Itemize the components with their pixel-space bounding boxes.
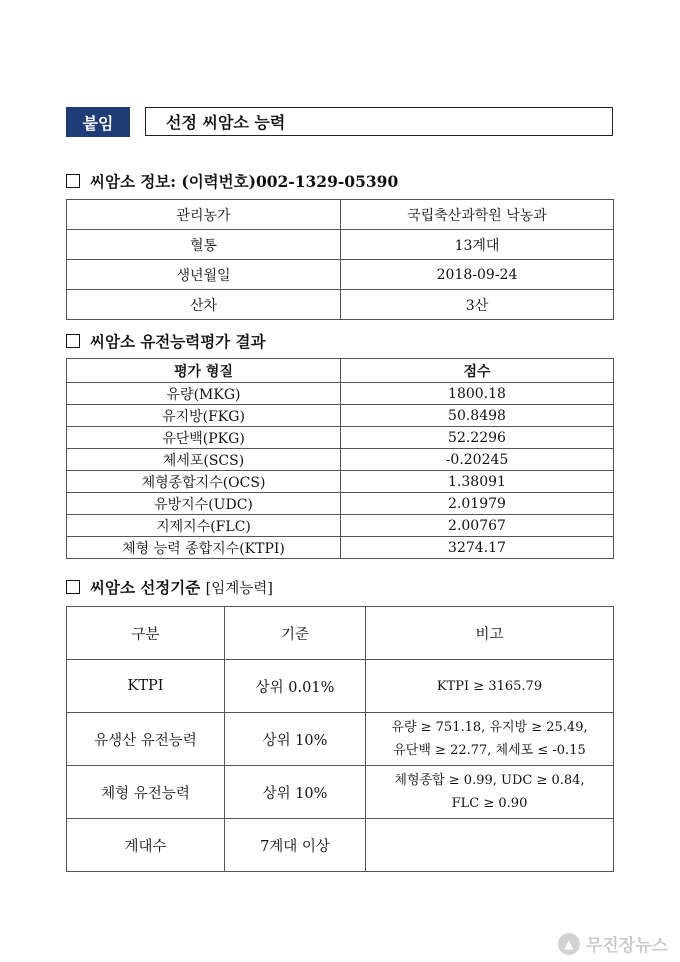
criteria-table [66, 606, 614, 872]
section-heading-info-text: 씨암소 정보: (이력번호)002-1329-05390 [90, 172, 399, 191]
page-title-text: 선정 씨암소 능력 [166, 113, 286, 132]
table-row [67, 660, 614, 713]
table-row [67, 405, 614, 427]
score-cell: 1.38091 [341, 471, 614, 493]
table-row [67, 260, 614, 290]
table-row [67, 493, 614, 515]
table-row [67, 449, 614, 471]
table-row [67, 427, 614, 449]
trait-cell: 지제지수(FLC) [67, 515, 341, 537]
section-heading-criteria-sub: [임계능력] [205, 580, 273, 597]
checkbox-square-icon [66, 334, 80, 348]
score-cell: 50.8498 [341, 405, 614, 427]
criteria-cell: 상위 0.01% [225, 660, 366, 713]
score-cell: -0.20245 [341, 449, 614, 471]
type-cell: 체형 유전능력 [67, 766, 225, 819]
info-value: 2018-09-24 [341, 260, 614, 290]
trait-cell: 체형 능력 종합지수(KTPI) [67, 537, 341, 559]
table-row [67, 230, 614, 260]
trait-cell: 체세포(SCS) [67, 449, 341, 471]
table-row [67, 537, 614, 559]
evaluation-table [66, 358, 614, 559]
info-label: 산차 [67, 290, 341, 320]
table-row [67, 766, 614, 819]
info-label: 관리농가 [67, 200, 341, 230]
table-header-row [67, 607, 614, 660]
watermark-text: 무진장뉴스 [585, 936, 668, 956]
type-cell: KTPI [67, 660, 225, 713]
trait-cell: 체형종합지수(OCS) [67, 471, 341, 493]
col-header-score: 점수 [341, 359, 614, 383]
attachment-tag: 붙임 [66, 107, 130, 137]
table-row [67, 200, 614, 230]
table-row [67, 713, 614, 766]
note-line: KTPI ≥ 3165.79 [436, 678, 543, 694]
mountain-logo-icon: ▲ [558, 933, 580, 955]
trait-cell: 유량(MKG) [67, 383, 341, 405]
type-cell: 유생산 유전능력 [67, 713, 225, 766]
note-cell [366, 713, 614, 766]
section-heading-info [66, 170, 398, 192]
section-heading-eval-text: 씨암소 유전능력평가 결과 [90, 332, 266, 351]
table-row [67, 383, 614, 405]
note-cell [366, 766, 614, 819]
note-cell [366, 819, 614, 872]
section-heading-criteria-text: 씨암소 선정기준 [90, 578, 201, 597]
type-cell: 계대수 [67, 819, 225, 872]
score-cell: 2.01979 [341, 493, 614, 515]
checkbox-square-icon [66, 580, 80, 594]
col-header-trait: 평가 형질 [67, 359, 341, 383]
trait-cell: 유단백(PKG) [67, 427, 341, 449]
score-cell: 1800.18 [341, 383, 614, 405]
table-row [67, 290, 614, 320]
trait-cell: 유방지수(UDC) [67, 493, 341, 515]
info-value: 13계대 [341, 230, 614, 260]
table-header-row [67, 359, 614, 383]
section-heading-eval [66, 330, 266, 352]
info-value: 국립축산과학원 낙농과 [341, 200, 614, 230]
info-value: 3산 [341, 290, 614, 320]
table-row [67, 819, 614, 872]
note-line: 체형종합 ≥ 0.99, UDC ≥ 0.84, [394, 773, 585, 788]
score-cell: 2.00767 [341, 515, 614, 537]
table-row [67, 515, 614, 537]
info-label: 혈통 [67, 230, 341, 260]
note-line: FLC ≥ 0.90 [451, 796, 528, 811]
note-line: 유량 ≥ 751.18, 유지방 ≥ 25.49, [391, 720, 588, 735]
score-cell: 3274.17 [341, 537, 614, 559]
col-header-type: 구분 [67, 607, 225, 660]
col-header-criteria: 기준 [225, 607, 366, 660]
criteria-cell: 상위 10% [225, 713, 366, 766]
cow-info-table [66, 199, 614, 320]
checkbox-square-icon [66, 174, 80, 188]
col-header-note: 비고 [366, 607, 614, 660]
watermark [558, 931, 668, 956]
table-row [67, 471, 614, 493]
info-label: 생년월일 [67, 260, 341, 290]
section-heading-criteria [66, 576, 273, 598]
page-title [145, 107, 613, 136]
note-cell [366, 660, 614, 713]
note-line: 유단백 ≥ 22.77, 체세포 ≤ -0.15 [393, 743, 586, 758]
criteria-cell: 7계대 이상 [225, 819, 366, 872]
criteria-cell: 상위 10% [225, 766, 366, 819]
trait-cell: 유지방(FKG) [67, 405, 341, 427]
score-cell: 52.2296 [341, 427, 614, 449]
